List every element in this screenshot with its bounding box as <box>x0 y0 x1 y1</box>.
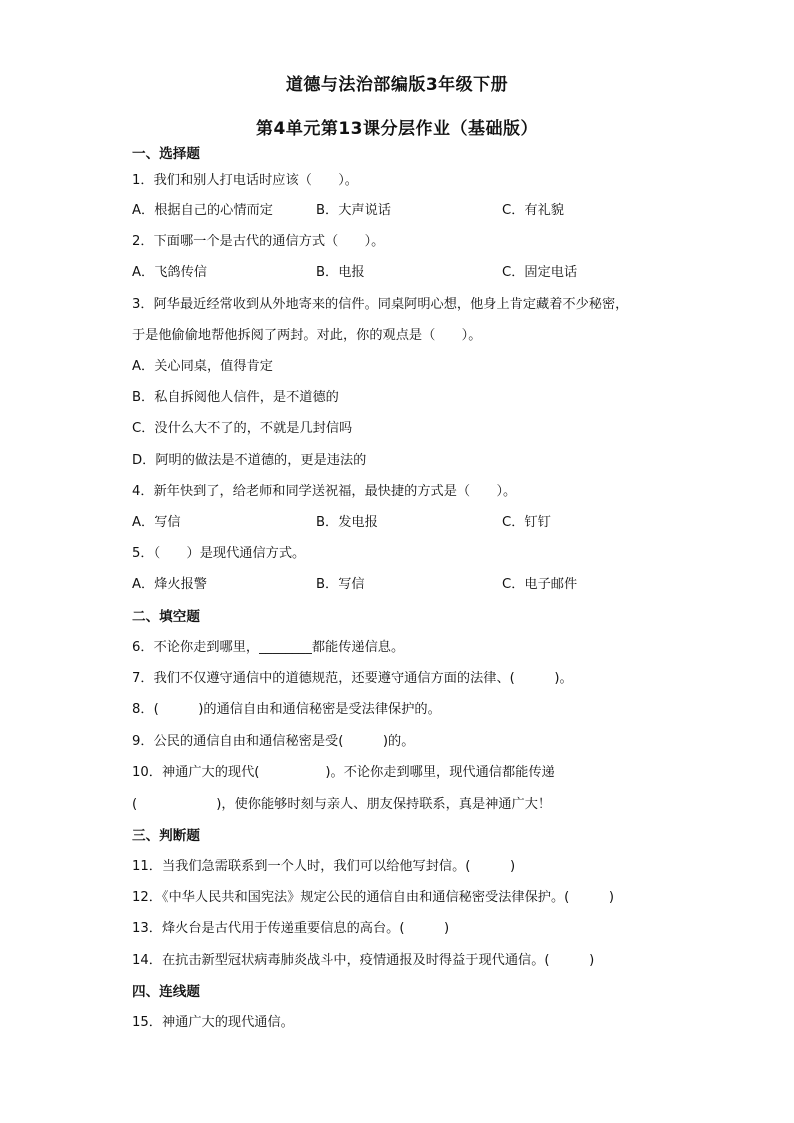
question-6: 6．不论你走到哪里，________都能传递信息。 <box>132 640 405 655</box>
document-title: 道德与法治部编版3年级下册 <box>285 75 509 95</box>
question-10-line-2: ( )，使你能够时刻与亲人、朋友保持联系，真是神通广大！ <box>132 797 552 812</box>
q4-option-c: C．钉钉 <box>502 515 551 530</box>
question-2: 2．下面哪一个是古代的通信方式（ ）。 <box>132 234 385 249</box>
question-11: 11．当我们急需联系到一个人时，我们可以给他写封信。( ) <box>132 859 516 874</box>
question-12: 12．《中华人民共和国宪法》规定公民的通信自由和通信秘密受法律保护。( ) <box>132 890 615 905</box>
question-3-line-1: 3．阿华最近经常收到从外地寄来的信件。同桌阿明心想，他身上肯定藏着不少秘密， <box>132 297 629 312</box>
question-1: 1．我们和别人打电话时应该（ ）。 <box>132 173 358 188</box>
question-15: 15．神通广大的现代通信。 <box>132 1015 294 1030</box>
q3-option-d: D．阿明的做法是不道德的，更是违法的 <box>132 453 367 468</box>
section-heading-fill: 二、填空题 <box>132 609 200 625</box>
section-heading-choice: 一、选择题 <box>132 146 200 162</box>
q2-option-c: C．固定电话 <box>502 265 578 280</box>
question-9: 9．公民的通信自由和通信秘密是受( )的。 <box>132 734 415 749</box>
q5-option-b: B．写信 <box>316 577 365 592</box>
question-3-line-2: 于是他偷偷地帮他拆阅了两封。对此，你的观点是（ ）。 <box>132 328 482 343</box>
question-8: 8．( )的通信自由和通信秘密是受法律保护的。 <box>132 702 441 717</box>
q3-option-b: B．私自拆阅他人信件，是不道德的 <box>132 390 339 405</box>
document-subtitle: 第4单元第13课分层作业（基础版） <box>256 119 538 139</box>
q3-option-c: C．没什么大不了的，不就是几封信吗 <box>132 421 353 436</box>
question-14: 14．在抗击新型冠状病毒肺炎战斗中，疫情通报及时得益于现代通信。( ) <box>132 953 595 968</box>
question-10-line-1: 10．神通广大的现代( )。不论你走到哪里，现代通信都能传递 <box>132 765 555 780</box>
q4-option-a: A．写信 <box>132 515 181 530</box>
question-7: 7．我们不仅遵守通信中的道德规范，还要遵守通信方面的法律、( )。 <box>132 671 573 686</box>
question-13: 13．烽火台是古代用于传递重要信息的高台。( ) <box>132 921 450 936</box>
q5-option-a: A．烽火报警 <box>132 577 207 592</box>
section-heading-match: 四、连线题 <box>132 984 200 1000</box>
q1-option-b: B．大声说话 <box>316 203 391 218</box>
section-heading-judge: 三、判断题 <box>132 828 200 844</box>
q1-option-a: A．根据自己的心情而定 <box>132 203 273 218</box>
q1-option-c: C．有礼貌 <box>502 203 564 218</box>
question-5: 5．（ ）是现代通信方式。 <box>132 546 306 561</box>
q2-option-b: B．电报 <box>316 265 365 280</box>
q4-option-b: B．发电报 <box>316 515 378 530</box>
q2-option-a: A．飞鸽传信 <box>132 265 207 280</box>
q3-option-a: A．关心同桌，值得肯定 <box>132 359 273 374</box>
q5-option-c: C．电子邮件 <box>502 577 578 592</box>
question-4: 4．新年快到了，给老师和同学送祝福，最快捷的方式是（ ）。 <box>132 484 517 499</box>
